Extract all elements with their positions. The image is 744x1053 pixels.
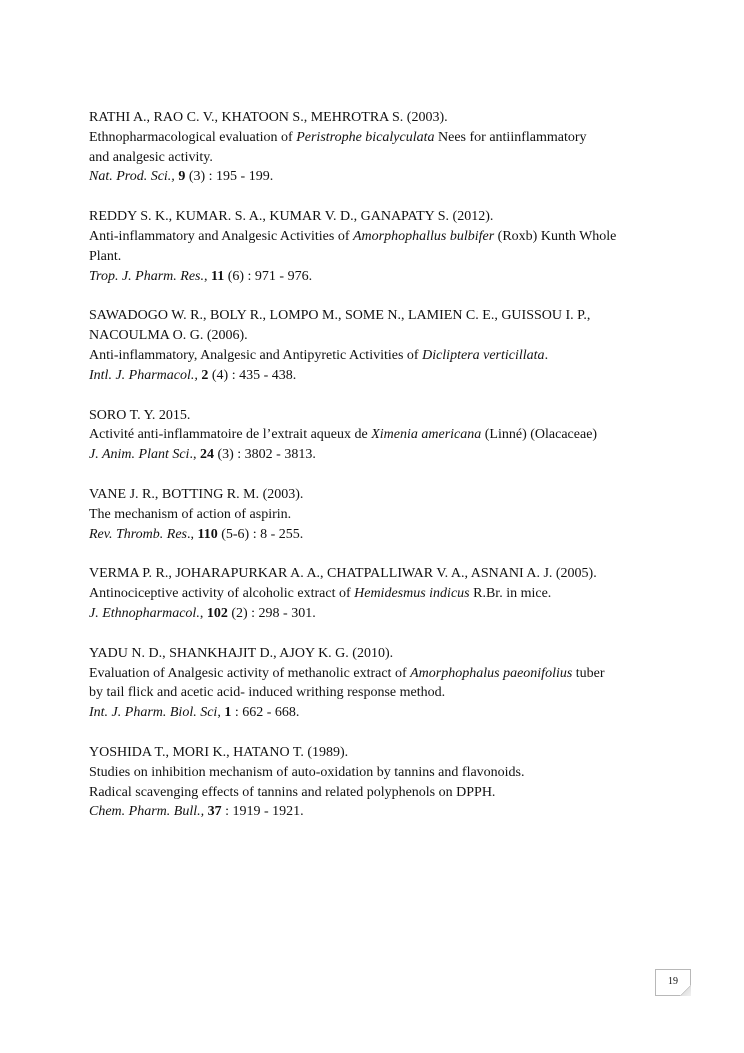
reference-citation: Intl. J. Pharmacol., 2 (4) : 435 - 438. xyxy=(89,367,297,383)
reference-citation: Chem. Pharm. Bull., 37 : 1919 - 1921. xyxy=(89,804,304,820)
page-number: 19 xyxy=(668,976,678,987)
reference-title: Evaluation of Analgesic activity of methanolic extract of Amorphophalus paeonifolius tuber xyxy=(89,665,605,681)
reference-title-cont: Radical scavenging effects of tannins and related polyphenols on DPPH. xyxy=(89,784,496,800)
reference-title: The mechanism of action of aspirin. xyxy=(89,506,292,522)
reference-title: Anti-inflammatory, Analgesic and Antipyretic Activities of Dicliptera verticillata. xyxy=(89,347,549,363)
reference-entry xyxy=(89,207,689,286)
reference-authors-cont: NACOULMA O. G. (2006). xyxy=(89,328,248,344)
reference-authors: VANE J. R., BOTTING R. M. (2003). xyxy=(89,486,304,502)
reference-authors: YOSHIDA T., MORI K., HATANO T. (1989). xyxy=(89,744,349,760)
page-curl-icon xyxy=(680,985,691,996)
reference-authors: REDDY S. K., KUMAR. S. A., KUMAR V. D., GANAPATY S. (2012). xyxy=(89,209,494,225)
reference-citation: Nat. Prod. Sci., 9 (3) : 195 - 199. xyxy=(89,169,274,185)
reference-citation: Rev. Thromb. Res., 110 (5-6) : 8 - 255. xyxy=(89,526,304,542)
reference-title-cont: by tail flick and acetic acid- induced writhing response method. xyxy=(89,685,446,701)
reference-authors: VERMA P. R., JOHARAPURKAR A. A., CHATPALLIWAR V. A., ASNANI A. J. (2005). xyxy=(89,566,597,582)
reference-citation: J. Anim. Plant Sci., 24 (3) : 3802 - 3813. xyxy=(89,447,316,463)
reference-entry xyxy=(89,485,689,544)
reference-title: Ethnopharmacological evaluation of Peristrophe bicalyculata Nees for antiinflammatory xyxy=(89,129,587,145)
reference-citation: Int. J. Pharm. Biol. Sci, 1 : 662 - 668. xyxy=(89,705,300,721)
reference-title: Activité anti-inflammatoire de l’extrait aqueux de Ximenia americana (Linné) (Olacaceae) xyxy=(89,427,598,443)
reference-citation: Trop. J. Pharm. Res., 11 (6) : 971 - 976. xyxy=(89,268,313,284)
reference-entry xyxy=(89,406,689,465)
reference-authors: RATHI A., RAO C. V., KHATOON S., MEHROTRA S. (2003). xyxy=(89,110,448,125)
reference-title: Anti-inflammatory and Analgesic Activities of Amorphophallus bulbifer (Roxb) Kunth Whole xyxy=(89,228,617,244)
reference-entry xyxy=(89,108,689,187)
reference-entry xyxy=(89,306,689,385)
reference-authors: YADU N. D., SHANKHAJIT D., AJOY K. G. (2010). xyxy=(89,645,394,661)
reference-entry xyxy=(89,743,689,822)
reference-title-cont: Plant. xyxy=(89,248,122,264)
reference-title-cont: and analgesic activity. xyxy=(89,149,213,165)
reference-authors: SAWADOGO W. R., BOLY R., LOMPO M., SOME N., LAMIEN C. E., GUISSOU I. P., xyxy=(89,308,591,324)
reference-authors: SORO T. Y. 2015. xyxy=(89,407,191,423)
reference-citation: J. Ethnopharmacol., 102 (2) : 298 - 301. xyxy=(89,605,316,621)
page-number-box xyxy=(655,969,691,996)
reference-title: Studies on inhibition mechanism of auto-oxidation by tannins and flavonoids. xyxy=(89,764,525,780)
reference-entry xyxy=(89,644,689,723)
reference-entry xyxy=(89,564,689,623)
reference-list xyxy=(89,108,689,842)
reference-title: Antinociceptive activity of alcoholic extract of Hemidesmus indicus R.Br. in mice. xyxy=(89,586,552,602)
